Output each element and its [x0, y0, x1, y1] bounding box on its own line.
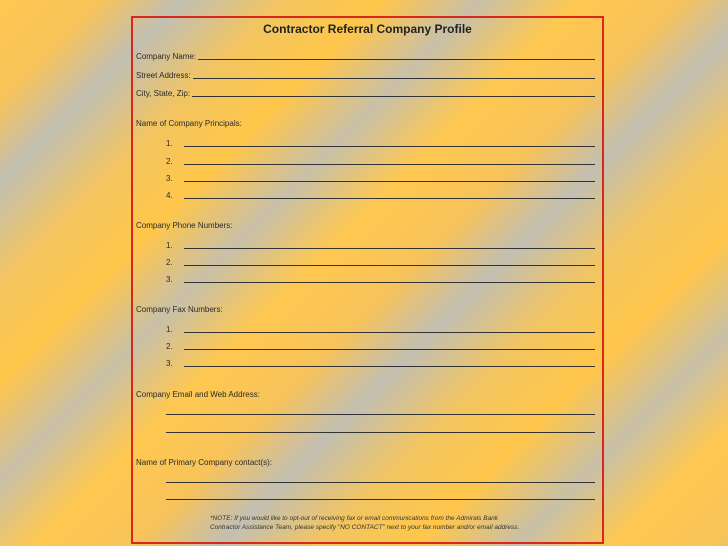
principal-number: 4.: [166, 191, 173, 200]
phone-line: [184, 248, 595, 249]
company-name-label: Company Name:: [136, 52, 197, 61]
contact-line-2[interactable]: [166, 499, 595, 500]
phone-number-index: 3.: [166, 275, 173, 284]
email-web-line-1[interactable]: [166, 414, 595, 415]
faxes-heading: Company Fax Numbers:: [136, 305, 223, 314]
phone-line: [184, 282, 595, 283]
referral-form: [131, 16, 604, 544]
principal-line: [184, 146, 595, 147]
company-name-field[interactable]: [136, 49, 595, 61]
contact-line-1[interactable]: [166, 482, 595, 483]
fax-line: [184, 366, 595, 367]
phone-field-2[interactable]: [166, 255, 595, 267]
street-address-field[interactable]: [136, 68, 595, 80]
phone-field-3[interactable]: [166, 272, 595, 284]
principal-line: [184, 164, 595, 165]
principal-number: 1.: [166, 139, 173, 148]
phones-heading: Company Phone Numbers:: [136, 221, 233, 230]
fax-line: [184, 332, 595, 333]
phone-line: [184, 265, 595, 266]
city-state-zip-field[interactable]: [136, 86, 595, 98]
street-address-label: Street Address:: [136, 71, 191, 80]
principals-heading: Name of Company Principals:: [136, 119, 242, 128]
note-line-1: *NOTE: If you would like to opt-out of receiving fax or email communications from the Admirals Bank: [210, 515, 499, 522]
fax-field-1[interactable]: [166, 322, 595, 334]
opt-out-note: [210, 514, 570, 532]
note-line-2: Contractor Assistance Team, please specify "NO CONTACT" next to your fax number and/or email address.: [210, 524, 520, 531]
contacts-heading: Name of Primary Company contact(s):: [136, 458, 273, 467]
phone-number-index: 1.: [166, 241, 173, 250]
email-web-line-2[interactable]: [166, 432, 595, 433]
city-state-zip-label: City, State, Zip:: [136, 89, 191, 98]
principal-number: 3.: [166, 174, 173, 183]
principal-field-1[interactable]: [166, 136, 595, 148]
city-state-zip-line: [192, 96, 595, 97]
fax-number-index: 3.: [166, 359, 173, 368]
fax-line: [184, 349, 595, 350]
fax-number-index: 1.: [166, 325, 173, 334]
principal-line: [184, 198, 595, 199]
fax-field-2[interactable]: [166, 339, 595, 351]
form-title: Contractor Referral Company Profile: [263, 22, 472, 36]
principal-line: [184, 181, 595, 182]
phone-field-1[interactable]: [166, 238, 595, 250]
principal-field-2[interactable]: [166, 154, 595, 166]
street-address-line: [193, 78, 595, 79]
principal-field-3[interactable]: [166, 171, 595, 183]
fax-number-index: 2.: [166, 342, 173, 351]
email-web-heading: Company Email and Web Address:: [136, 390, 260, 399]
company-name-line: [198, 59, 595, 60]
principal-number: 2.: [166, 157, 173, 166]
phone-number-index: 2.: [166, 258, 173, 267]
principal-field-4[interactable]: [166, 188, 595, 200]
fax-field-3[interactable]: [166, 356, 595, 368]
